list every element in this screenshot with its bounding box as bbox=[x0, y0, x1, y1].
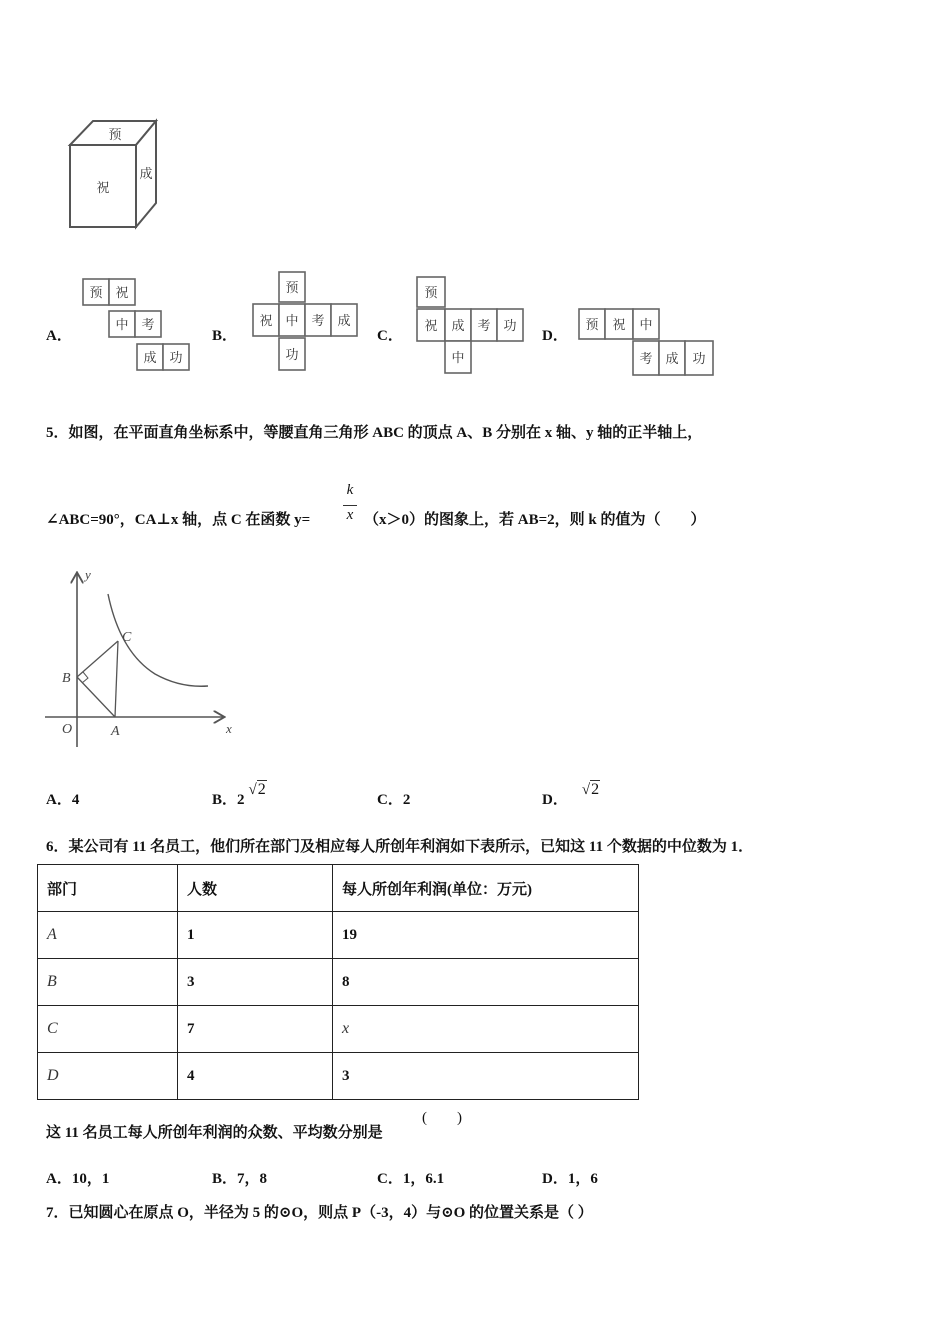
cube-side-face: 成 bbox=[139, 167, 153, 182]
svg-text:中: 中 bbox=[639, 318, 653, 333]
net-option-a bbox=[82, 278, 194, 382]
svg-text:成: 成 bbox=[665, 352, 679, 367]
table-row: D 4 3 bbox=[38, 1053, 639, 1100]
svg-text:功: 功 bbox=[503, 319, 517, 334]
svg-text:考: 考 bbox=[477, 319, 491, 334]
svg-text:预: 预 bbox=[89, 286, 103, 301]
svg-text:考: 考 bbox=[141, 318, 155, 333]
cube-front-face: 祝 bbox=[96, 181, 110, 196]
q4-option-d-label: D． bbox=[542, 328, 568, 344]
profit-table bbox=[37, 864, 639, 1100]
svg-text:预: 预 bbox=[285, 281, 299, 296]
q7-stem: 7．已知圆心在原点 O，半径为 5 的⊙O，则点 P（-3，4）与⊙O 的位置关系是（ ） bbox=[46, 1205, 593, 1221]
fraction-denominator: x bbox=[346, 507, 354, 523]
table-header: 部门 bbox=[38, 865, 178, 912]
label-x: x bbox=[226, 721, 232, 736]
table-row: C 7 x bbox=[38, 1006, 639, 1053]
q6-stem: 6．某公司有 11 名员工，他们所在部门及相应每人所创年利润如下表所示，已知这 11 个数据的中位数为 1． bbox=[46, 839, 754, 855]
svg-text:预: 预 bbox=[585, 318, 599, 333]
cube-top-face: 预 bbox=[108, 128, 122, 143]
q6-choice-d: D．1，6 bbox=[542, 1171, 598, 1187]
q5-stem-line1: 5．如图，在平面直角坐标系中，等腰直角三角形 ABC 的顶点 A、B 分别在 x 轴、y 轴的正半轴上， bbox=[46, 425, 703, 441]
label-o: O bbox=[62, 722, 73, 737]
q6-choice-c: C．1，6.1 bbox=[377, 1171, 445, 1187]
coordinate-graph bbox=[40, 562, 250, 747]
sqrt-radicand: 2 bbox=[591, 781, 600, 798]
q4-option-c-label: C． bbox=[377, 328, 403, 344]
svg-text:祝: 祝 bbox=[115, 286, 129, 301]
svg-text:考: 考 bbox=[639, 352, 653, 367]
q4-option-b-label: B． bbox=[212, 328, 238, 344]
svg-text:中: 中 bbox=[451, 351, 465, 366]
label-y: y bbox=[85, 567, 91, 582]
q5-choice-b: B．2√2 bbox=[212, 781, 266, 808]
q5-stem-line2-post: （x＞0）的图象上，若 AB=2，则 k 的值为（ ） bbox=[364, 512, 706, 528]
label-b: B bbox=[62, 671, 71, 686]
q6-question: 这 11 名员工每人所创年利润的众数、平均数分别是 bbox=[46, 1125, 383, 1141]
svg-text:功: 功 bbox=[285, 348, 299, 363]
svg-text:中: 中 bbox=[285, 314, 299, 329]
fraction-bar bbox=[343, 505, 357, 506]
svg-text:功: 功 bbox=[692, 352, 706, 367]
table-row: B 3 8 bbox=[38, 959, 639, 1006]
net-option-d bbox=[578, 308, 718, 380]
q6-choice-a: A．10，1 bbox=[46, 1171, 110, 1187]
sqrt-radicand: 2 bbox=[257, 781, 266, 798]
label-a: A bbox=[111, 724, 120, 739]
table-header: 每人所创年利润(单位：万元) bbox=[333, 865, 639, 912]
q5-choice-c: C．2 bbox=[377, 792, 411, 808]
q4-option-a-label: A． bbox=[46, 328, 72, 344]
svg-text:考: 考 bbox=[311, 314, 325, 329]
q5-choice-d: D．√2 bbox=[542, 781, 600, 808]
net-option-b bbox=[252, 271, 364, 375]
svg-text:成: 成 bbox=[451, 319, 465, 334]
svg-text:祝: 祝 bbox=[259, 314, 273, 329]
q5-stem-line2-pre: ∠ABC=90°，CA⊥x 轴，点 C 在函数 y= bbox=[46, 512, 311, 528]
q6-choice-b: B．7，8 bbox=[212, 1171, 268, 1187]
net-option-c bbox=[416, 276, 528, 380]
svg-text:中: 中 bbox=[115, 318, 129, 333]
q6-answer-paren: ( ) bbox=[422, 1110, 462, 1126]
table-header: 人数 bbox=[178, 865, 333, 912]
svg-text:功: 功 bbox=[169, 351, 183, 366]
table-row: A 1 19 bbox=[38, 912, 639, 959]
table-header-row bbox=[38, 865, 639, 912]
svg-text:成: 成 bbox=[143, 351, 157, 366]
svg-text:祝: 祝 bbox=[612, 318, 626, 333]
fraction-numerator: k bbox=[346, 482, 354, 498]
svg-text:祝: 祝 bbox=[424, 319, 438, 334]
svg-text:预: 预 bbox=[424, 286, 438, 301]
q5-choice-a: A．4 bbox=[46, 792, 80, 808]
label-c: C bbox=[122, 630, 132, 645]
cube-figure bbox=[60, 115, 170, 235]
svg-text:成: 成 bbox=[337, 314, 351, 329]
